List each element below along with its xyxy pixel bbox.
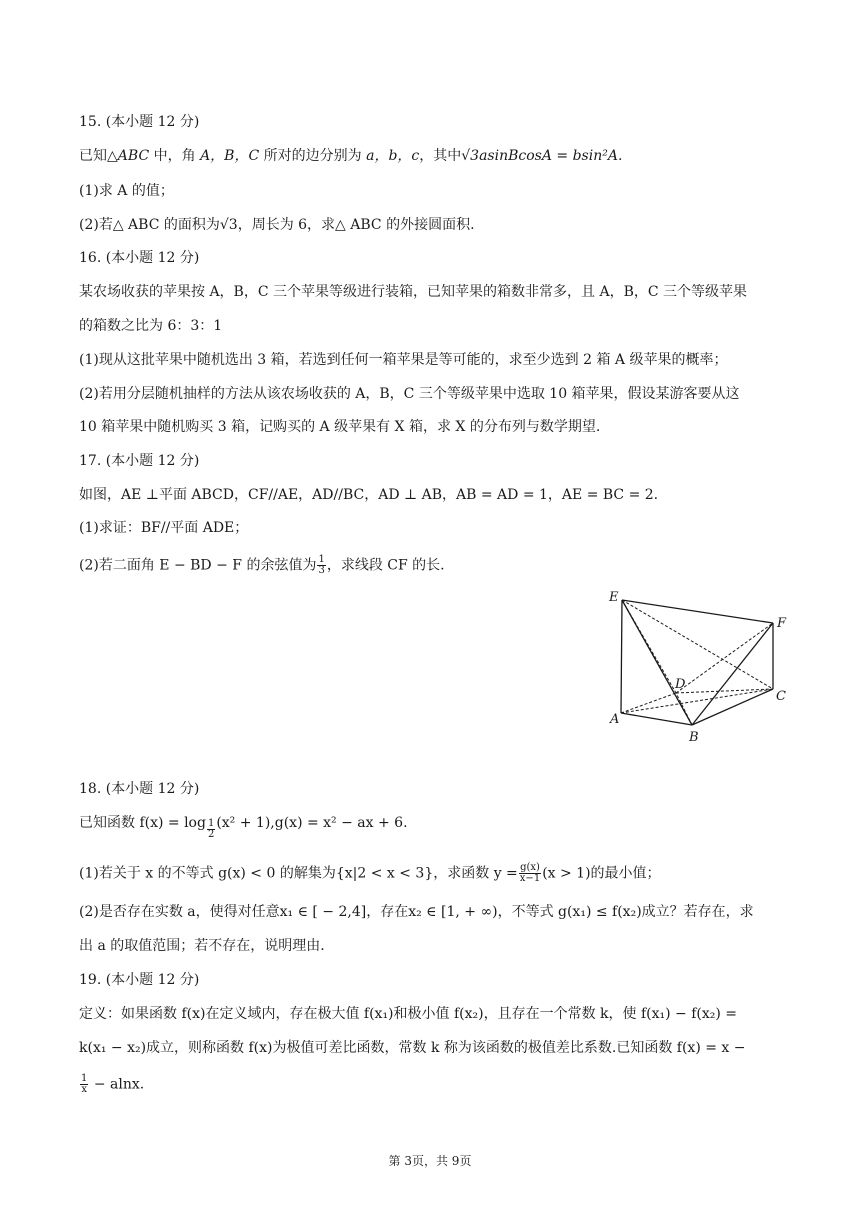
- sqrt-symbol-icon: √: [461, 148, 471, 164]
- q15-part1: (1)求 A 的值；: [79, 183, 174, 199]
- q19-line1: 定义：如果函数 f(x)在定义域内，存在极大值 f(x₁)和极小值 f(x₂)，且存在一个常数 k，使 f(x₁) − f(x₂) =: [79, 1006, 737, 1022]
- edge-DF: [676, 623, 773, 693]
- q17-heading: 17. (本小题 12 分): [79, 453, 200, 469]
- label-A: A: [610, 712, 620, 727]
- q16-stem-line2: 的箱数之比为 6：3：1: [79, 318, 223, 334]
- q16-stem-line1: 某农场收获的苹果按 A，B，C 三个苹果等级进行装箱，已知苹果的箱数非常多，且 A，B，C 三个等级苹果: [79, 284, 748, 300]
- solid-geometry-figure: [605, 585, 795, 745]
- edge-ED: [622, 600, 676, 693]
- q17-part1: (1)求证：BF//平面 ADE；: [79, 520, 249, 536]
- fraction: $\frac{1}{3}$: [318, 554, 325, 576]
- label-D: D: [675, 677, 686, 692]
- q16-part2-line1: (2)若用分层随机抽样的方法从该农场收获的 A，B，C 三个等级苹果中选取 10 箱苹果，假设某游客要从这: [79, 386, 740, 402]
- edge-AB: [621, 713, 692, 725]
- label-E: E: [609, 590, 619, 605]
- q18-part1: (1)若关于 x 的不等式 g(x) < 0 的解集为{x|2 < x < 3}，求函数 y = $\frac{g(x)}{x-1}$ (x > 1)的最小值；: [79, 862, 661, 884]
- page-footer: 第 3页，共 9页: [388, 1154, 472, 1168]
- edge-BF: [692, 623, 773, 725]
- q16-part2-line2: 10 箱苹果中随机购买 3 箱，记购买的 A 级苹果有 X 箱，求 X 的分布列与数学期望.: [79, 419, 601, 435]
- edge-BD: [676, 693, 692, 725]
- q16-heading: 16. (本小题 12 分): [79, 250, 200, 266]
- label-B: B: [689, 730, 699, 745]
- q18-part2-line2: 出 a 的取值范围；若不存在，说明理由.: [79, 938, 325, 954]
- fraction: $\frac{1}{x}$: [81, 1073, 88, 1095]
- sqrt-symbol-icon: √: [219, 217, 229, 233]
- edge-DC: [676, 689, 773, 693]
- label-F: F: [777, 616, 787, 631]
- q16-part1: (1)现从这批苹果中随机选出 3 箱，若选到任何一箱苹果是等可能的，求至少选到 2 箱 A 级苹果的概率；: [79, 352, 728, 368]
- q15-heading: 15. (本小题 12 分): [79, 114, 200, 130]
- q18-stem: 已知函数 f(x) = log $\frac{1}{2}$ (x² + 1),g(x) = x² − ax + 6.: [79, 815, 408, 840]
- q19-heading: 19. (本小题 12 分): [79, 972, 200, 988]
- log-base-fraction: $\frac{1}{2}$: [207, 818, 215, 840]
- label-C: C: [776, 689, 786, 704]
- q17-stem: 如图，AE ⊥平面 ABCD，CF//AE，AD//BC，AD ⊥ AB，AB = AD = 1，AE = BC = 2.: [79, 487, 659, 503]
- q19-line2: k(x₁ − x₂)成立，则称函数 f(x)为极值可差比函数，常数 k 称为该函数的极值差比系数.已知函数 f(x) = x −: [79, 1040, 746, 1056]
- q19-line3: $\frac{1}{x}$ − alnx.: [81, 1073, 145, 1095]
- q15-stem: 已知△ABC 中，角 A，B，C 所对的边分别为 a，b，c，其中√3asinBcosA = bsin²A.: [79, 148, 623, 164]
- q18-heading: 18. (本小题 12 分): [79, 781, 200, 797]
- edge-EF: [622, 600, 773, 623]
- q17-part2: (2)若二面角 E − BD − F 的余弦值为 $\frac{1}{3}$ ，求线段 CF 的长.: [79, 554, 445, 576]
- edge-BC: [692, 689, 773, 725]
- fraction: $\frac{g(x)}{x-1}$: [519, 862, 541, 884]
- q18-part2-line1: (2)是否存在实数 a，使得对任意x₁ ∈ [ − 2,4]，存在x₂ ∈ [1, + ∞)，不等式 g(x₁) ≤ f(x₂)成立？若存在，求: [79, 904, 754, 920]
- edge-EC: [622, 600, 773, 689]
- q15-part2: (2)若△ ABC 的面积为√3，周长为 6，求△ ABC 的外接圆面积.: [79, 217, 475, 233]
- edge-EA: [621, 600, 622, 713]
- edge-AD: [621, 693, 676, 713]
